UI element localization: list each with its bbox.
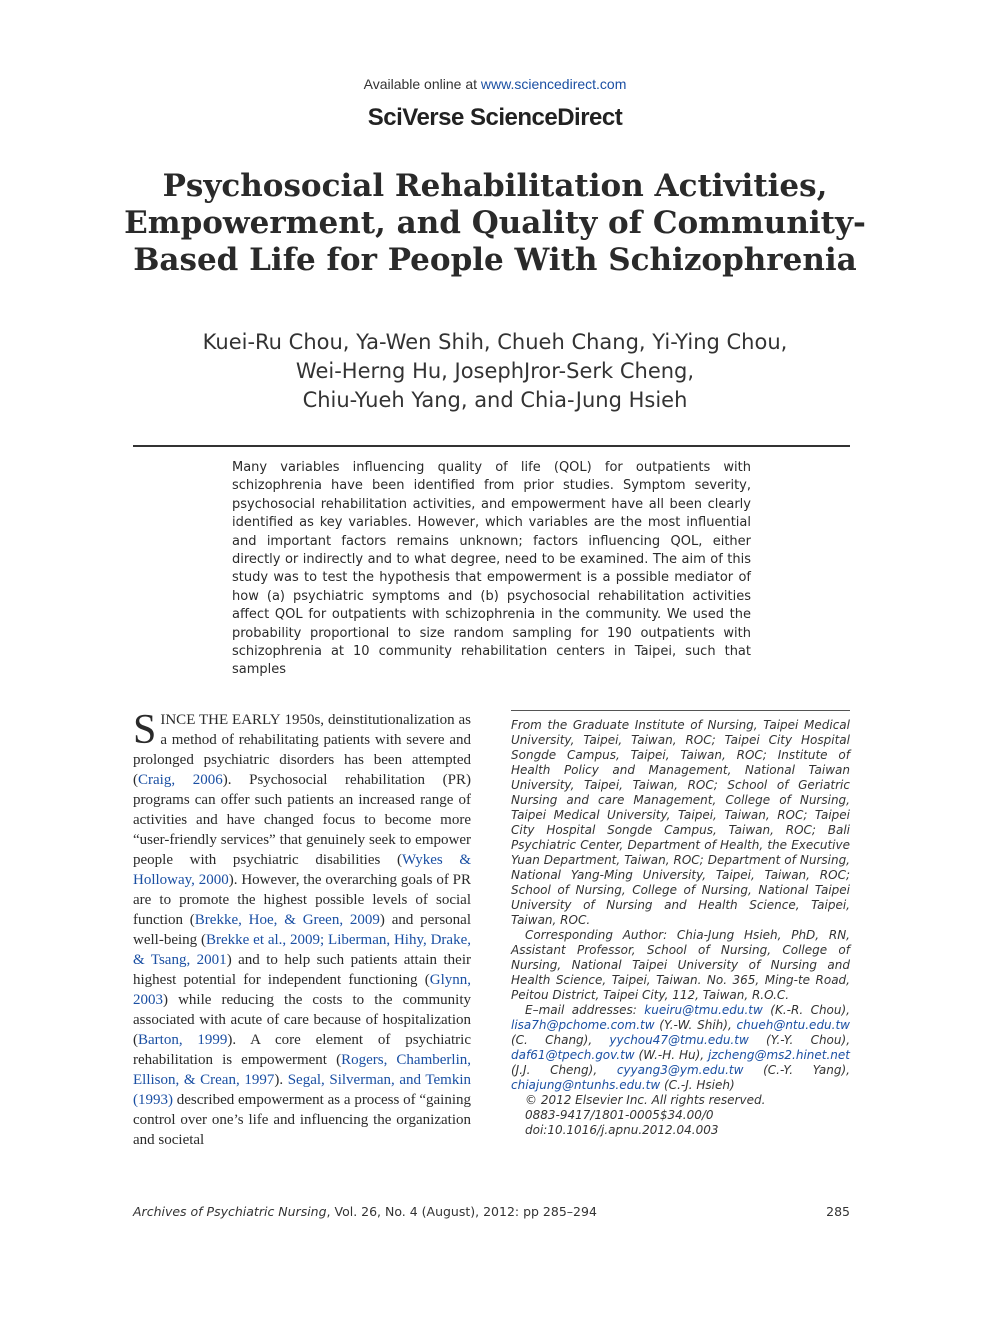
body-text: ) and to help such patients attain their highest potential for independent functioning (	[133, 952, 471, 988]
body-text: 1950s, deinstitutionalization as a method of rehabilitating patients with severe and prolonged psychiatric disorders has been attempted (	[133, 712, 471, 788]
availability-line	[0, 76, 990, 92]
journal-citation	[133, 1204, 597, 1219]
email-link[interactable]: kueiru@tmu.edu.tw	[644, 1003, 763, 1017]
issn: 0883-9417/1801-0005$34.00/0	[525, 1108, 714, 1122]
email-link[interactable]: jzcheng@ms2.hinet.net	[708, 1048, 850, 1062]
author-list	[120, 328, 870, 415]
email-link[interactable]: chueh@ntu.edu.tw	[736, 1018, 850, 1032]
citation-link[interactable]: Brekke et al., 2009; Liberman, Hihy, Drake, & Tsang, 2001	[133, 932, 471, 968]
body-text: described empowerment as a process of “gaining control over one’s life and influencing the organization and societal	[133, 1092, 471, 1148]
affiliation-block	[511, 718, 850, 1138]
opening-smallcaps: INCE THE EARLY	[160, 712, 281, 728]
email-owner: (Y.-Y. Chou),	[766, 1033, 851, 1047]
affiliation-divider	[511, 710, 850, 711]
email-owner: (K.-R. Chou),	[762, 1003, 850, 1017]
journal-name: Archives of Psychiatric Nursing	[133, 1204, 327, 1219]
email-owner: (C.-J. Hsieh)	[660, 1078, 735, 1092]
email-owner: (C. Chang),	[511, 1033, 610, 1047]
body-column-left	[133, 707, 472, 1150]
abstract-text: Many variables influencing quality of life (QOL) for outpatients with schizophrenia have been identified from prior studies. Symptom severity, psychosocial rehabilitation activities, and empowerment have all been clearly identified as key variables. However, which variables are the most influential and important factors remains unknown; factors influencing QOL, either directly or indirectly and to what degree, need to be examined. The aim of this study was to test the hypothesis that empowerment is a possible mediator of how (a) psychiatric symptoms and (b) psychosocial rehabilitation activities affect QOL for outpatients with schizophrenia in the community. We used the probability proportional to size random sampling for 190 outpatients with schizophrenia at 10 community rehabilitation centers in Taipei, such that samples	[232, 460, 751, 678]
email-addresses	[511, 1003, 850, 1093]
email-link[interactable]: lisa7h@pchome.com.tw	[511, 1018, 655, 1032]
citation-link[interactable]: Barton, 1999	[138, 1032, 228, 1048]
title-divider	[133, 445, 850, 447]
email-link[interactable]: cyyang3@ym.edu.tw	[616, 1063, 744, 1077]
availability-prefix: Available online at	[363, 76, 481, 92]
citation-link[interactable]: Craig, 2006	[138, 772, 223, 788]
email-link[interactable]: chiajung@ntunhs.edu.tw	[511, 1078, 661, 1092]
authors-line-1: Kuei-Ru Chou, Ya-Wen Shih, Chueh Chang, Yi-Ying Chou,	[202, 330, 788, 354]
body-text: ).	[274, 1072, 288, 1088]
email-owner: (Y.-W. Shih),	[654, 1018, 732, 1032]
citation-link[interactable]: Brekke, Hoe, & Green, 2009	[194, 912, 380, 928]
body-text: ). A core element of psychiatric rehabilitation is empowerment (	[133, 1032, 472, 1068]
doi: doi:10.1016/j.apnu.2012.04.003	[525, 1123, 719, 1137]
page-number: 285	[826, 1204, 850, 1219]
corresponding-author: Corresponding Author: Chia-Jung Hsieh, PhD, RN, Assistant Professor, School of Nursing, College of Nursing, National Taipei University of Nursing and Health Science, Taipei, Taiwan. No. 365, Ming-te Road, Peitou District, Taipei City, 112, Taiwan, R.O.C.	[511, 928, 850, 1002]
email-owner: (C.-Y. Yang),	[743, 1063, 850, 1077]
drop-cap: S	[133, 707, 157, 753]
citation-link[interactable]: Wykes & Holloway, 2000	[133, 852, 471, 888]
copyright-notice: © 2012 Elsevier Inc. All rights reserved.	[525, 1093, 766, 1107]
email-link[interactable]: daf61@tpech.gov.tw	[511, 1048, 635, 1062]
citation-link[interactable]: Rogers, Chamberlin, Ellison, & Crean, 1997	[133, 1052, 471, 1088]
sciencedirect-link[interactable]: www.sciencedirect.com	[480, 76, 627, 92]
body-text: ) and personal well-being (	[133, 912, 471, 948]
issue-details: , Vol. 26, No. 4 (August), 2012: pp 285–294	[326, 1204, 597, 1219]
publisher-brand: SciVerse ScienceDirect	[367, 104, 623, 131]
authors-line-2: Wei-Herng Hu, JosephJror-Serk Cheng,	[295, 359, 695, 383]
citation-link[interactable]: Segal, Silverman, and Temkin (1993)	[133, 1072, 471, 1108]
body-text: ) while reducing the costs to the community associated with acute of care because of hospitalization (	[133, 992, 471, 1048]
email-link[interactable]: yychou47@tmu.edu.tw	[609, 1033, 749, 1047]
intro-paragraph	[133, 707, 472, 1150]
abstract	[232, 459, 751, 680]
email-owner: (J.J. Cheng),	[511, 1063, 598, 1077]
email-label: E–mail addresses:	[525, 1003, 645, 1017]
affiliation-text: From the Graduate Institute of Nursing, Taipei Medical University, Taipei, Taiwan, ROC; Taipei City Hospital Songde Campus, Taipei, Taiwan, ROC; Institute of Health Policy and Management, National Taiwan University, Taipei, Taiwan, ROC; School of Geriatric Nursing and care Management, College of Nursing, Taipei Medical University, Taipei, Taiwan, ROC; Taipei City Hospital Songde Campus, Taiwan, ROC; Bali Psychiatric Center, Department of Health, the Executive Yuan Department, Taiwan, ROC; Department of Nursing, National Yang-Ming University, Taipei, Taiwan, ROC; School of Nursing, College of Nursing, National Taipei University of Nursing and Health Science, Taipei, Taiwan, ROC.	[511, 718, 850, 927]
authors-line-3: Chiu-Yueh Yang, and Chia-Jung Hsieh	[302, 388, 688, 412]
article-title: Psychosocial Rehabilitation Activities, Empowerment, and Quality of Community-Based Life for People With Schizophrenia	[124, 168, 866, 278]
citation-link[interactable]: Glynn, 2003	[133, 972, 471, 1008]
body-text: ). However, the overarching goals of PR are to promote the highest possible levels of social function (	[133, 872, 471, 928]
body-text: ). Psychosocial rehabilitation (PR) programs can offer such patients an increased range of activities and have changed focus to become more “user-friendly services” that genuinely seek to empower people with psychiatric disabilities (	[133, 772, 471, 868]
email-owner: (W.-H. Hu),	[634, 1048, 705, 1062]
